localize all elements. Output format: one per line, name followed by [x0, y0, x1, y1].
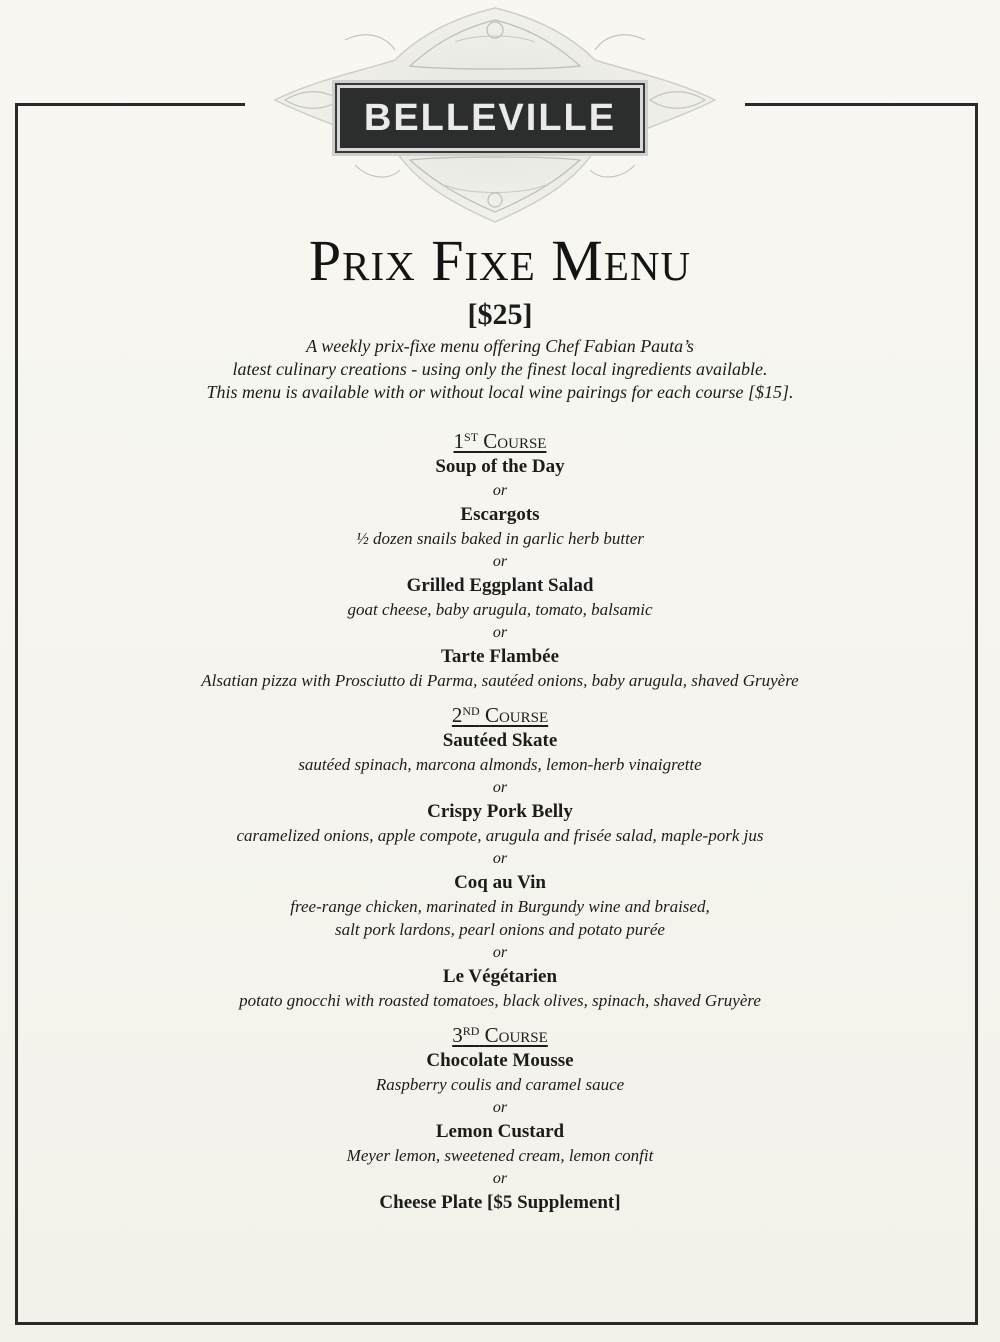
dish-name: Lemon Custard — [435, 1121, 565, 1142]
course-word: Course — [484, 1023, 548, 1047]
dish-description: Raspberry coulis and caramel sauce — [375, 1075, 625, 1094]
menu-price: [$25] — [467, 298, 533, 331]
dish-description: Meyer lemon, sweetened cream, lemon confit — [346, 1146, 654, 1165]
dish-name: Grilled Eggplant Salad — [406, 575, 594, 596]
course-suffix: ST — [464, 430, 479, 444]
dish-description: caramelized onions, apple compote, arugula and frisée salad, maple-pork jus — [236, 826, 764, 845]
course-heading — [0, 698, 1000, 728]
or-separator: or — [492, 1170, 508, 1187]
course-number: 1 — [453, 429, 465, 453]
dish-description: goat cheese, baby arugula, tomato, balsamic — [347, 600, 653, 619]
logo-plate — [337, 85, 643, 151]
dish-name: Cheese Plate [$5 Supplement] — [379, 1192, 621, 1213]
dish-description: free-range chicken, marinated in Burgundy wine and braised, — [290, 897, 710, 916]
course-word: Course — [484, 703, 549, 727]
dish-name: Tarte Flambée — [440, 646, 560, 667]
intro-line: This menu is available with or without local wine pairings for each course [$15]. — [206, 382, 794, 402]
dish-name: Soup of the Day — [435, 456, 565, 477]
course-suffix: ND — [462, 704, 480, 718]
or-separator: or — [492, 850, 508, 867]
dish-name: Crispy Pork Belly — [427, 801, 573, 822]
menu-title: Prix Fixe Menu — [308, 228, 692, 293]
intro-line: A weekly prix-fixe menu offering Chef Fabian Pauta’s — [306, 336, 694, 356]
dish-description: potato gnocchi with roasted tomatoes, black olives, spinach, shaved Gruyère — [239, 991, 761, 1010]
course-number: 3 — [452, 1023, 463, 1047]
course-heading — [0, 424, 1000, 454]
or-separator: or — [492, 624, 508, 641]
logo-text: BELLEVILLE — [363, 96, 617, 139]
or-separator: or — [492, 1099, 508, 1116]
dish-name: Escargots — [460, 504, 540, 525]
or-separator: or — [492, 944, 508, 961]
or-separator: or — [492, 779, 508, 796]
frame-bottom-line — [15, 1322, 978, 1325]
intro-line: latest culinary creations - using only the finest local ingredients available. — [232, 359, 768, 379]
or-separator: or — [492, 482, 508, 499]
dish-name: Sautéed Skate — [442, 730, 558, 751]
dish-description: salt pork lardons, pearl onions and potato purée — [335, 920, 665, 939]
restaurant-logo — [245, 0, 745, 230]
frame-top-right-line — [745, 103, 977, 106]
frame-top-left-line — [15, 103, 245, 106]
dish-description: ½ dozen snails baked in garlic herb butter — [355, 529, 645, 548]
course-list — [0, 418, 1000, 1215]
dish-name: Chocolate Mousse — [426, 1050, 574, 1071]
course-number: 2 — [451, 703, 463, 727]
dish-description: sautéed spinach, marcona almonds, lemon-herb vinaigrette — [298, 755, 702, 774]
dish-name: Coq au Vin — [454, 872, 546, 893]
course-suffix: RD — [462, 1024, 480, 1038]
dish-name: Le Végétarien — [442, 966, 558, 987]
dish-description: Alsatian pizza with Prosciutto di Parma, sautéed onions, baby arugula, shaved Gruyère — [201, 671, 799, 690]
or-separator: or — [492, 553, 508, 570]
course-heading — [0, 1018, 1000, 1048]
course-word: Course — [483, 429, 547, 453]
menu-intro — [0, 335, 1000, 404]
